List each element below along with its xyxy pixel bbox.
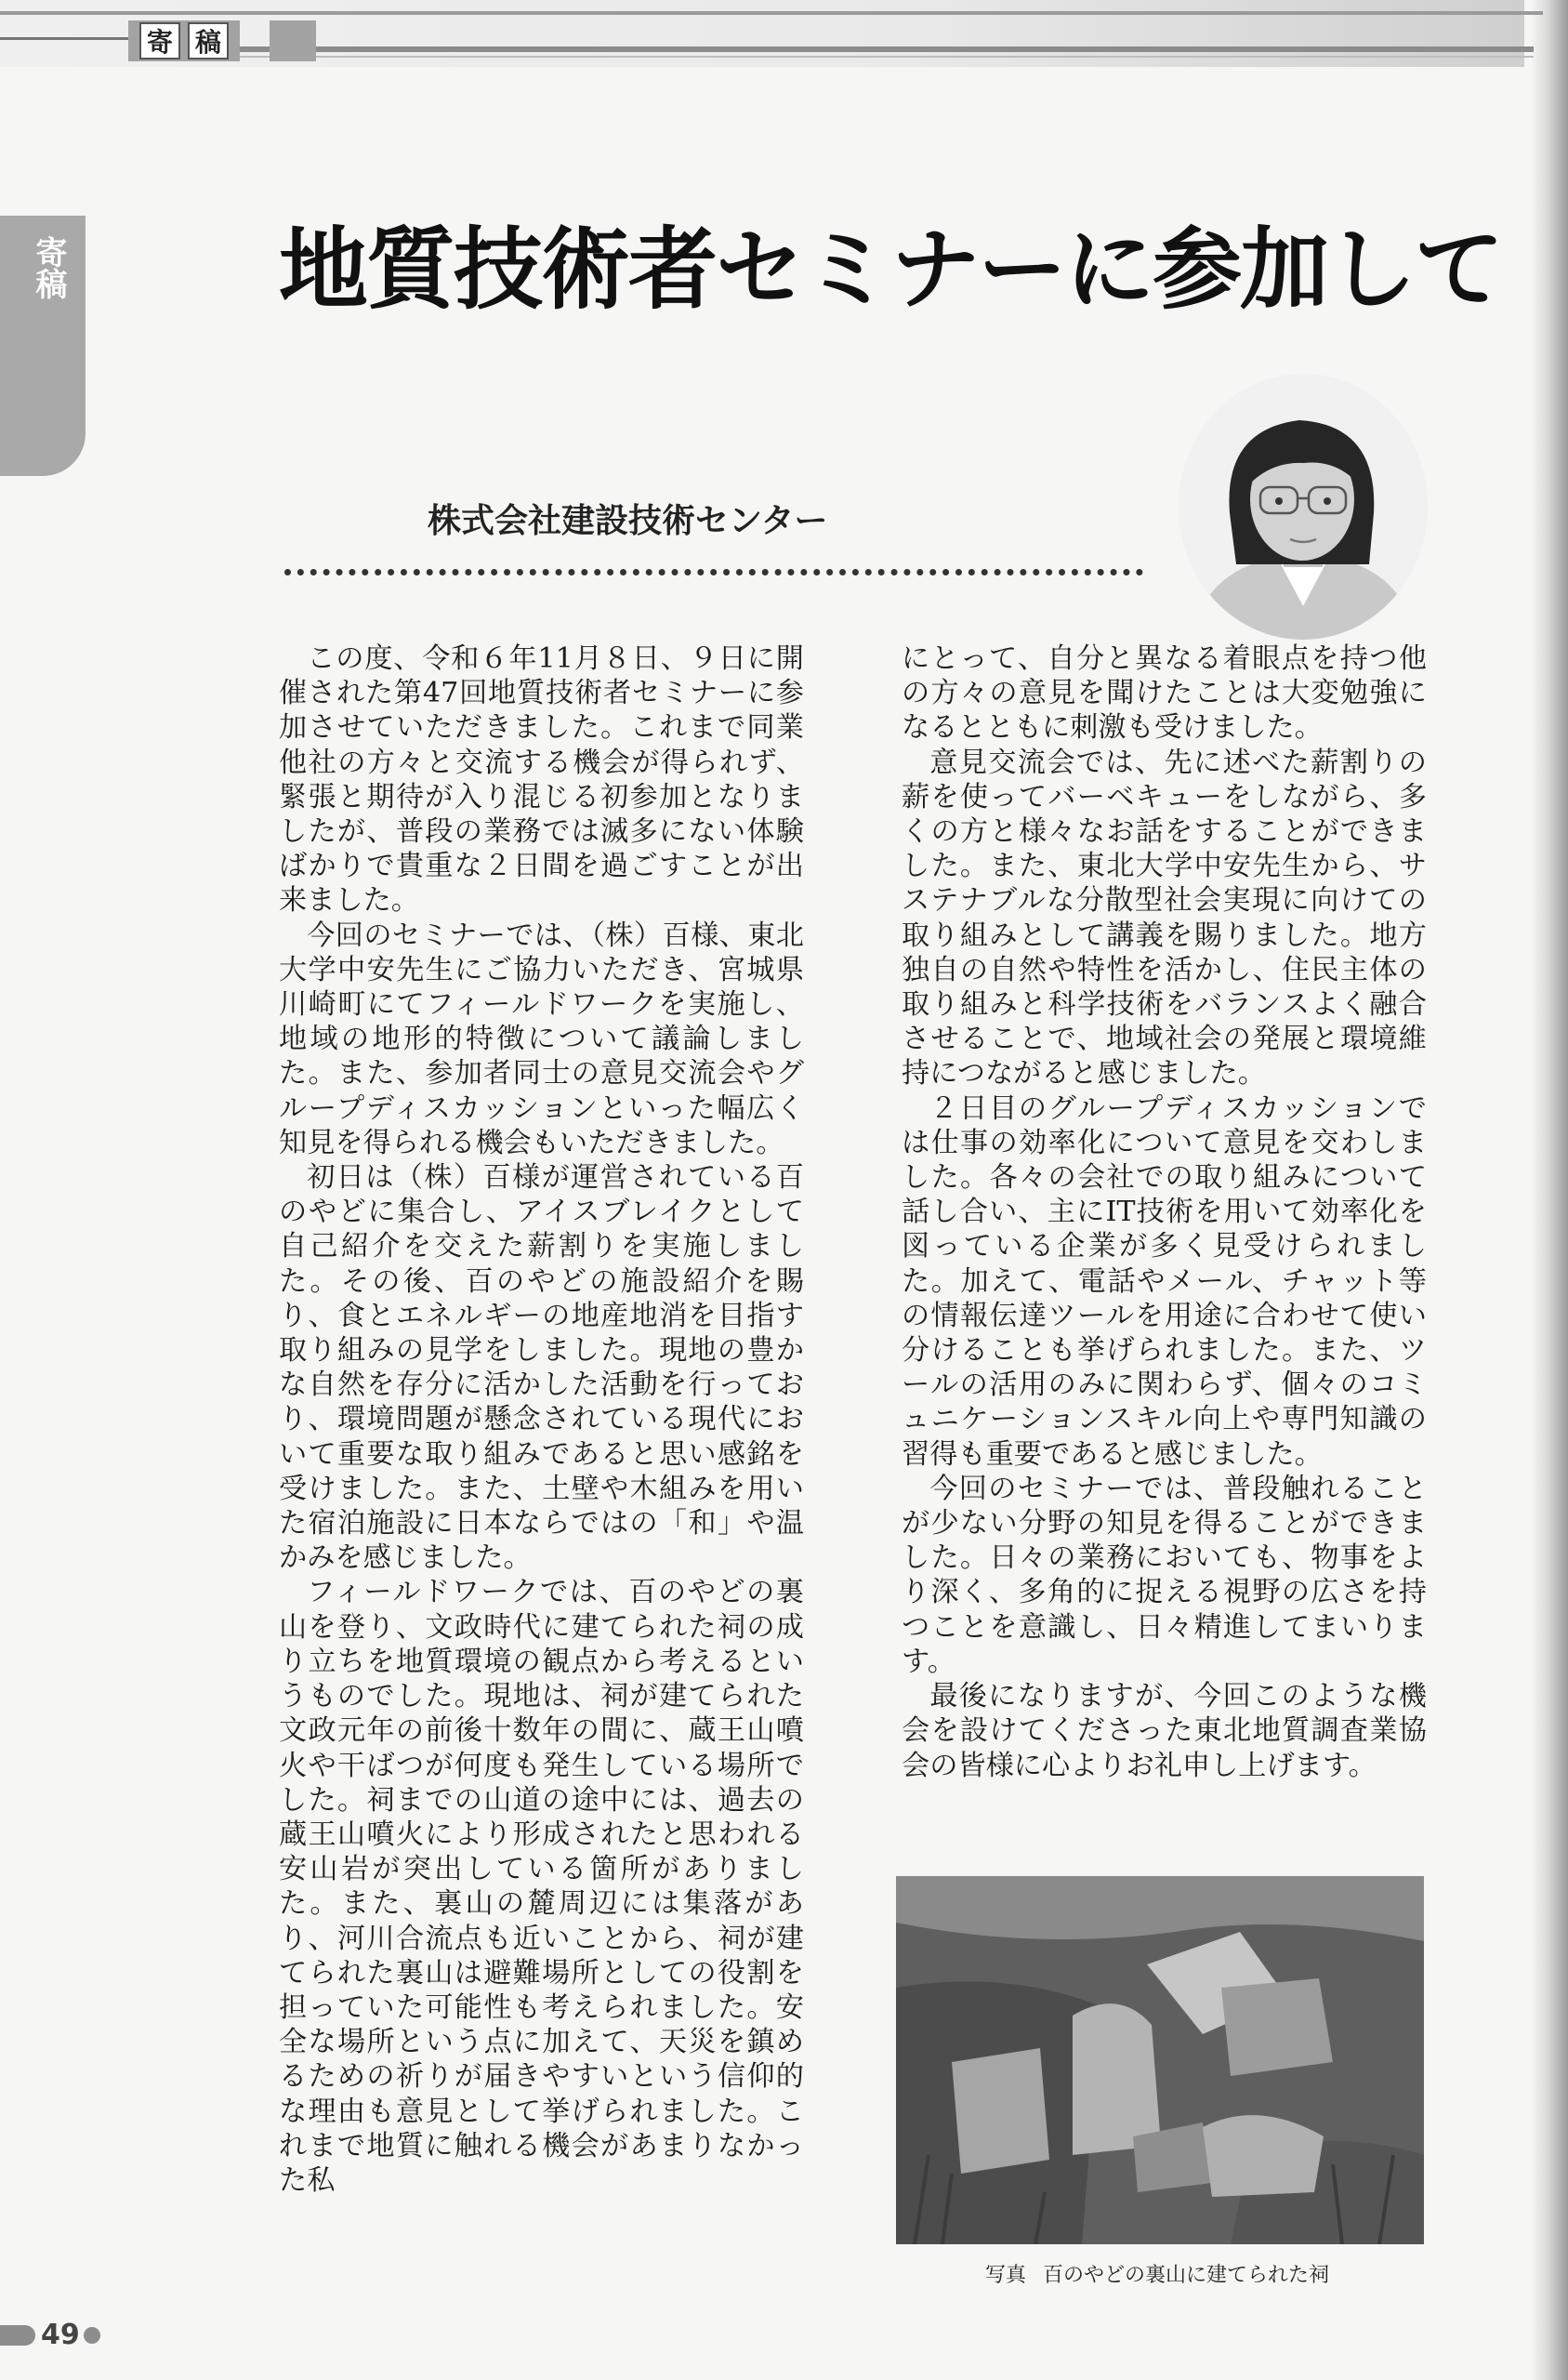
photo-caption [985, 2259, 1329, 2288]
header-left-rule [0, 37, 130, 40]
portrait-image [1179, 374, 1428, 640]
body-column-left [279, 641, 804, 2198]
header-rule [186, 46, 1534, 52]
paragraph-continued: にとって、自分と異なる着眼点を持つ他の方々の意見を聞けたことは大変勉強になるとともに刺激も受けました。 [902, 642, 1427, 745]
section-label-char: 稿 [188, 22, 229, 60]
page-edge-shadow [1531, 0, 1568, 2380]
section-label-char: 寄 [139, 22, 180, 60]
shrine-photo-image [896, 1876, 1424, 2244]
page-number [0, 2319, 100, 2351]
author-portrait [1179, 374, 1428, 640]
article-title: 地質技術者セミナーに参加して [279, 218, 1502, 322]
paragraph: この度、令和６年11月８日、９日に開催された第47回地質技術者セミナーに参加させていただきました。これまで同業他社の方々と交流する機会が得られず、緊張と期待が入り混じる初参加となりましたが、普段の業務では滅多にない体験ばかりで貴重な２日間を過ごすことが出来ました。 [279, 642, 804, 918]
body-column-right [902, 641, 1427, 1783]
paragraph: 初日は（株）百様が運営されている百のやどに集合し、アイスブレイクとして自己紹介を交えた薪割りを実施しました。その後、百のやどの施設紹介を賜り、食とエネルギーの地産地消を目指す取り組みの見学をしました。現地の豊かな自然を存分に活かした活動を行っており、環境問題が懸念されている現代において重要な取り組みであると思い感銘を受けました。また、土壁や木組みを用いた宿泊施設に日本ならではの「和」や温かみを感じました。 [279, 1161, 804, 1575]
caption-label: 写真 [985, 2264, 1027, 2287]
page-number-bar [0, 2325, 35, 2346]
paragraph: フィールドワークでは、百のやどの裏山を登り、文政時代に建てられた祠の成り立ちを地質環境の観点から考えるというものでした。現地は、祠が建てられた文政元年の前後十数年の間に、蔵王山噴火や干ばつが何度も発生している場所でした。祠までの山道の途中には、過去の蔵王山噴火により形成されたと思われる安山岩が突出している箇所がありました。また、裏山の麓周辺には集落があり、河川合流点も近いことから、祠が建てられた裏山は避難場所としての役割を担っていた可能性も考えられました。安全な場所という点に加えて、天災を鎮めるための祈りが届きやすいという信仰的な理由も意見として挙げられました。これまで地質に触れる機会があまりなかった私 [279, 1576, 804, 2197]
header-tab-tail [270, 20, 316, 61]
shrine-photo [896, 1876, 1424, 2244]
paragraph: 今回のセミナーでは、普段触れることが少ない分野の知見を得ることができました。日々の業務においても、物事をより深く、多角的に捉える視野の広さを持つことを意識し、日々精進してまいります。 [902, 1472, 1427, 1678]
header-rule-thin [186, 56, 1534, 58]
page-number-text: 49 [41, 2319, 80, 2351]
header-top-rule [0, 11, 1543, 15]
page-number-dot [84, 2327, 100, 2344]
section-label [128, 20, 240, 61]
caption-text: 百のやどの裏山に建てられた祠 [1043, 2264, 1330, 2287]
paragraph: ２日目のグループディスカッションでは仕事の効率化について意見を交わしました。各々の会社での取り組みについて話し合い、主にIT技術を用いて効率化を図っている企業が多く見受けられました。加えて、電話やメール、チャット等の情報伝達ツールを用途に合わせて使い分けることも挙げられました。また、ツールの活用のみに関わらず、個々のコミュニケーションスキル向上や専門知識の習得も重要であると感じました。 [902, 1091, 1427, 1471]
paragraph: 意見交流会では、先に述べた薪割りの薪を使ってバーベキューをしながら、多くの方と様々なお話をすることができました。また、東北大学中安先生から、サステナブルな分散型社会実現に向けての取り組みとして講義を賜りました。地方独自の自然や特性を活かし、住民主体の取り組みと科学技術をバランスよく融合させることで、地域社会の発展と環境維持につながると感じました。 [902, 746, 1427, 1091]
paragraph: 最後になりますが、今回このような機会を設けてくださった東北地質調査業協会の皆様に心よりお礼申し上げます。 [902, 1680, 1427, 1782]
author-organization: 株式会社建設技術センター [428, 502, 828, 540]
side-section-label: 寄稿 [30, 236, 67, 299]
paragraph: 今回のセミナーでは、（株）百様、東北大学中安先生にご協力いただき、宮城県川崎町にてフィールドワークを実施し、地域の地形的特徴について議論しました。また、参加者同士の意見交流会やグループディスカッションといった幅広く知見を得られる機会もいただきました。 [279, 919, 804, 1159]
dotted-divider [284, 569, 1143, 575]
